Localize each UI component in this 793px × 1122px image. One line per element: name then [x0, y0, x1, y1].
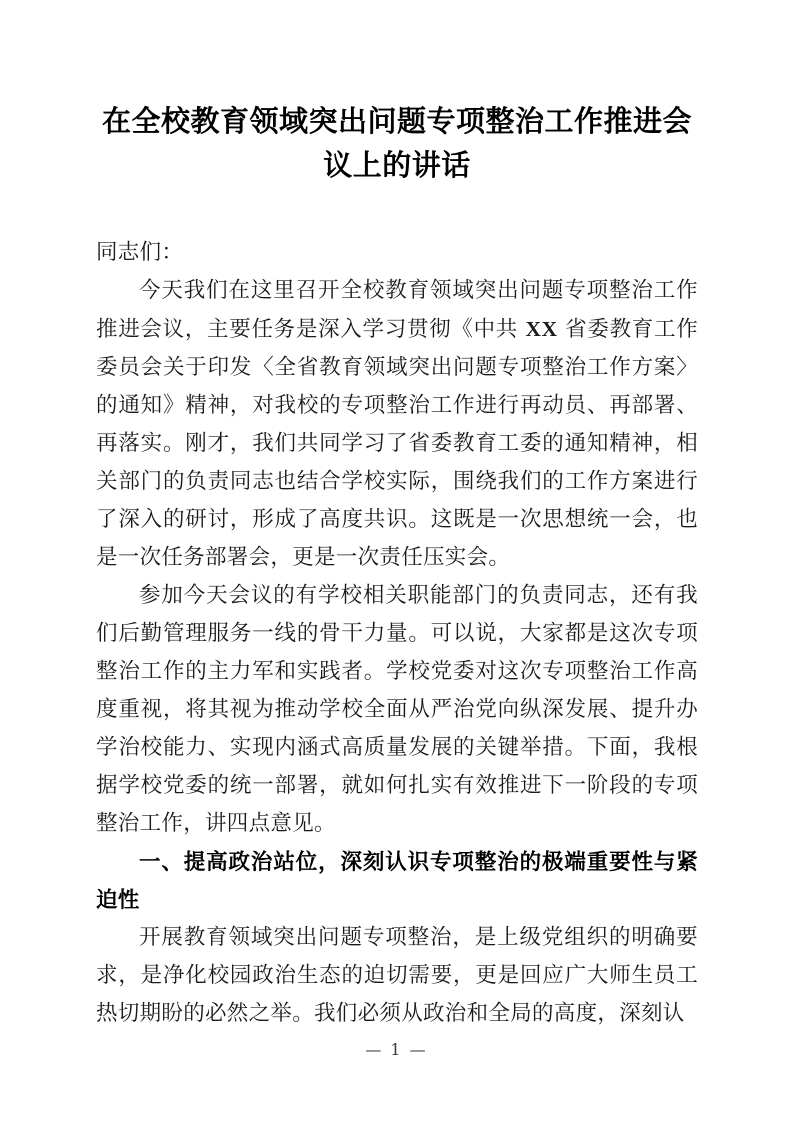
paragraph-section-one-body: 开展教育领域突出问题专项整治，是上级党组织的明确要求，是净化校园政治生态的迫切需要，更是回应广大师生员工热切期盼的必然之举。我们必须从政治和全局的高度，深刻认 [96, 925, 698, 1026]
paragraph-opening [96, 272, 698, 577]
section-heading-one: 一、提高政治站位，深刻认识专项整治的极端重要性与紧迫性 [96, 850, 698, 912]
page-content [96, 100, 698, 1033]
paragraph-opening-part-2: 省委教育工作委员会关于印发〈全省教育领域突出问题专项整治工作方案〉的通知》精神，对我校的专项整治工作进行再动员、再部署、再落实。刚才，我们共同学习了省委教育工委的通知精神，相关部门的负责同志也结合学校实际，围绕我们的工作方案进行了深入的研讨，形成了高度共识。这既是一次思想统一会，也是一次任务部署会，更是一次责任压实会。 [96, 317, 699, 570]
paragraph-attendees: 参加今天会议的有学校相关职能部门的负责同志，还有我们后勤管理服务一线的骨干力量。可以说，大家都是这次专项整治工作的主力军和实践者。学校党委对这次专项整治工作高度重视，将其视为推动学校全面从严治党向纵深发展、提升办学治校能力、实现内涵式高质量发展的关键举措。下面，我根据学校党委的统一部署，就如何扎实有效推进下一阶段的专项整治工作，讲四点意见。 [96, 583, 698, 836]
paragraph-opening-part-1: 今天我们在这里召开全校教育领域突出问题专项整治工作推进会议，主要任务是深入学习贯彻《中共 [96, 278, 698, 342]
document-body [96, 234, 698, 1033]
page-title: 在全校教育领域突出问题专项整治工作推进会议上的讲话 [101, 106, 692, 182]
province-placeholder-text: XX [525, 317, 558, 341]
page-number-footer: — 1 — [365, 1040, 428, 1059]
salutation: 同志们： [96, 240, 184, 265]
